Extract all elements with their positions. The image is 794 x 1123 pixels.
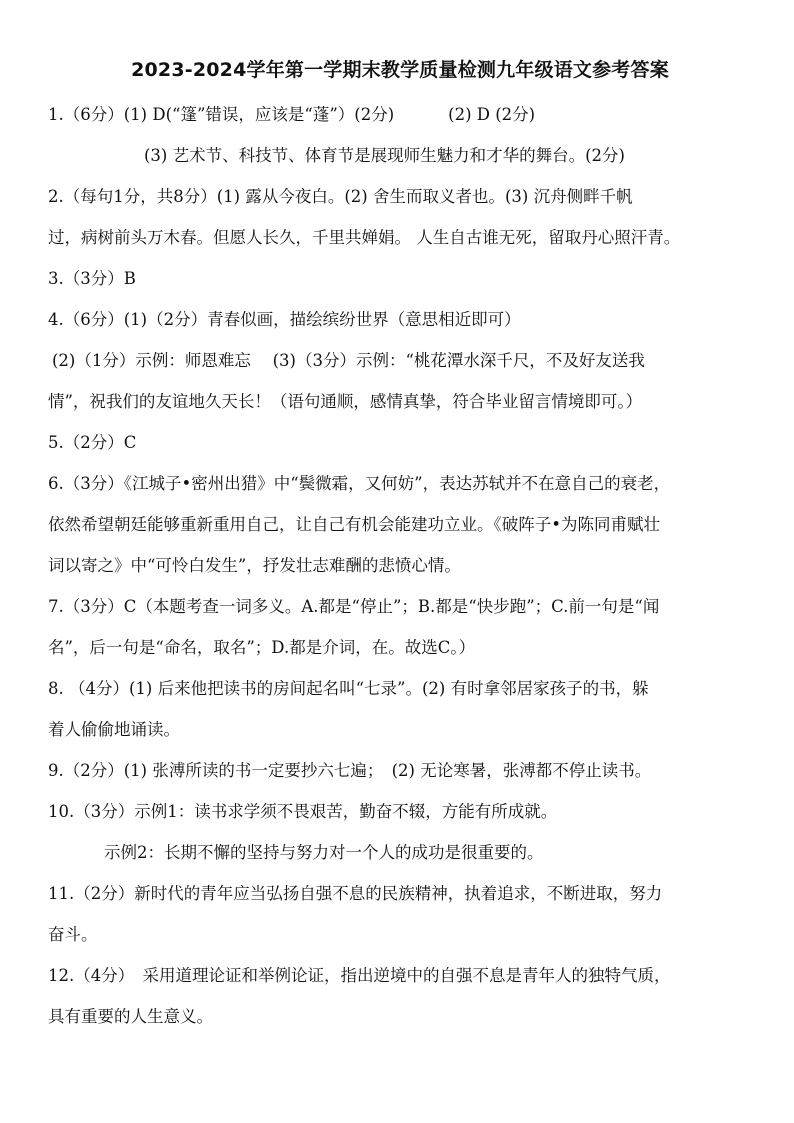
answer-2 — [48, 176, 752, 258]
answer-10-line-1: 10.（3分）示例1：读书求学须不畏艰苦，勤奋不辍，方能有所成就。 — [48, 802, 558, 821]
answer-5 — [48, 422, 752, 463]
answer-12-line-1: 12.（4分） 采用道理论证和举例论证，指出逆境中的自强不息是青年人的独特气质， — [48, 966, 671, 985]
answer-1-part-1: 1.（6分）(1) D(“篷”错误，应该是“蓬”）(2分) — [48, 105, 395, 124]
answer-1 — [48, 94, 752, 176]
answer-10 — [48, 791, 752, 873]
answer-11 — [48, 873, 752, 955]
answer-3 — [48, 258, 752, 299]
answer-4-line-3: 情”，祝我们的友谊地久天长！（语句通顺，感情真挚，符合毕业留言情境即可。） — [48, 392, 643, 411]
answer-12 — [48, 955, 752, 1037]
answer-3-line-1: 3.（3分）B — [48, 269, 136, 288]
answer-4-line-2: (2)（1分）示例：师恩难忘 (3)（3分）示例：“桃花潭水深千尺，不及好友送我 — [52, 351, 645, 370]
answer-6-line-3: 词以寄之》中“可怜白发生”，抒发壮志难酬的悲愤心情。 — [48, 556, 461, 575]
answer-7-line-1: 7.（3分）C（本题考查一词多义。A.都是“停止”；B.都是“快步跑”；C.前一句是“闻 — [48, 597, 660, 616]
answer-9-line-1: 9.（2分）(1) 张溥所读的书一定要抄六七遍； (2) 无论寒暑，张溥都不停止读书。 — [48, 761, 652, 780]
answer-1-part-2: (2) D (2分) — [448, 105, 536, 124]
answer-8-line-1: 8. （4分）(1) 后来他把读书的房间起名叫“七录”。(2) 有时拿邻居家孩子的书，躲 — [48, 679, 649, 698]
answer-8 — [48, 668, 752, 750]
answer-4-line-1: 4.（6分）(1)（2分）青春似画，描绘缤纷世界（意思相近即可） — [48, 310, 521, 329]
answer-4 — [48, 299, 752, 422]
answer-7 — [48, 586, 752, 668]
answer-7-line-2: 名”，后一句是“命名，取名”；D.都是介词，在。故选C。） — [48, 638, 476, 657]
answer-11-line-2: 奋斗。 — [48, 925, 98, 944]
answer-6-line-1: 6.（3分）《江城子•密州出猎》中“鬓微霜，又何妨”，表达苏轼并不在意自己的衰老， — [48, 474, 671, 493]
answer-1-line-2: (3) 艺术节、科技节、体育节是展现师生魅力和才华的舞台。(2分) — [144, 146, 625, 165]
answer-1-line-1 — [48, 94, 752, 135]
answer-6-line-2: 依然希望朝廷能够重新重用自己，让自己有机会能建功立业。《破阵子•为陈同甫赋壮 — [48, 515, 660, 534]
answer-9 — [48, 750, 752, 791]
answer-8-line-2: 着人偷偷地诵读。 — [48, 720, 180, 739]
answer-12-line-2: 具有重要的人生意义。 — [48, 1007, 213, 1026]
answer-5-line-1: 5.（2分）C — [48, 433, 137, 452]
answer-2-line-1: 2.（每句1分，共8分）(1) 露从今夜白。(2) 舍生而取义者也。(3) 沉舟侧畔千帆 — [48, 187, 633, 206]
answer-10-line-2: 示例2：长期不懈的坚持与努力对一个人的成功是很重要的。 — [104, 843, 544, 862]
answer-2-line-2: 过，病树前头万木春。但愿人长久，千里共婵娟。 人生自古谁无死，留取丹心照汗青。 — [48, 228, 681, 247]
answer-11-line-1: 11.（2分）新时代的青年应当弘扬自强不息的民族精神，执着追求，不断进取，努力 — [48, 884, 663, 903]
answer-6 — [48, 463, 752, 586]
page-title: 2023-2024学年第一学期末教学质量检测九年级语文参考答案 — [131, 59, 669, 81]
